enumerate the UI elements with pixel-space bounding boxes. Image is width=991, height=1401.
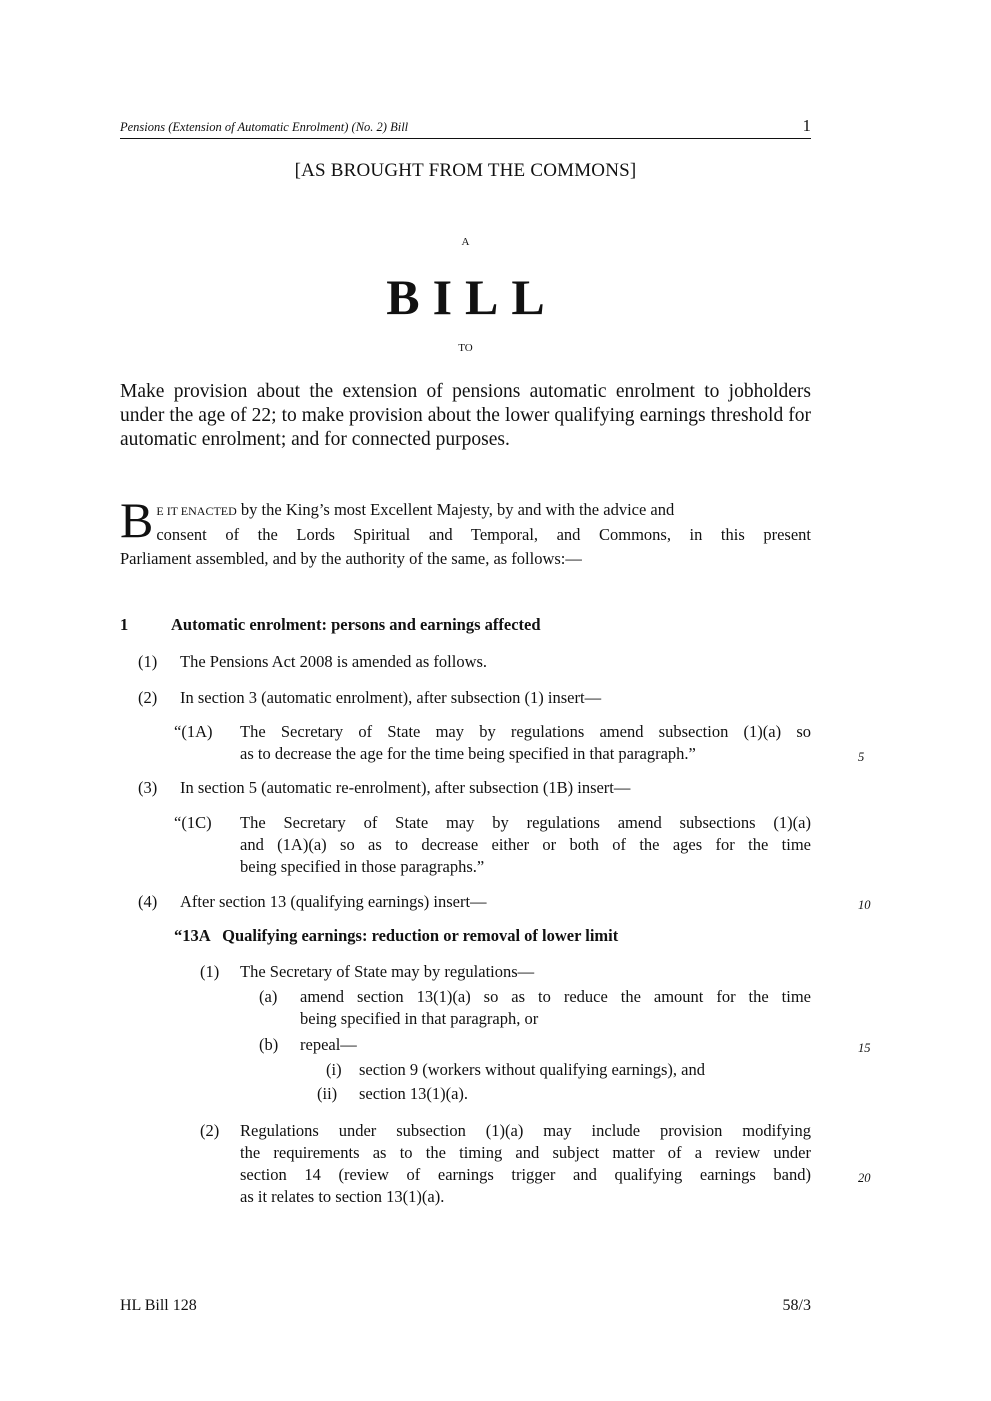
paragraph-text: [300, 986, 811, 1030]
text-line: being specified in those paragraphs.”: [240, 857, 485, 876]
inserted-subsection-text: [240, 812, 811, 878]
subparagraph-text: section 13(1)(a).: [359, 1084, 469, 1103]
text-line: section 14 (review of earnings trigger and qualifying earnings band): [240, 1165, 811, 1184]
text-line: the requirements as to the timing and subject matter of a review under: [240, 1143, 811, 1162]
page-number: 1: [802, 116, 811, 135]
subsection-label: (3): [138, 778, 158, 797]
bill-article: A: [461, 236, 470, 248]
subparagraph-label: (i): [326, 1060, 342, 1079]
enacting-formula: [120, 492, 811, 571]
text-line: being specified in that paragraph, or: [300, 1009, 539, 1028]
line-number: 10: [858, 898, 871, 912]
subparagraph-label: (ii): [317, 1084, 338, 1103]
subsection-text: The Pensions Act 2008 is amended as follows.: [180, 652, 488, 671]
subsection-label: (1): [200, 962, 220, 981]
subsection-label: (4): [138, 892, 158, 911]
running-header: [120, 118, 811, 139]
enacting-line3: Parliament assembled, and by the authority of the same, as follows:—: [120, 549, 582, 568]
subsection-label: (2): [200, 1121, 220, 1140]
text-line: Regulations under subsection (1)(a) may include provision modifying: [240, 1121, 811, 1140]
subsection-label: (2): [138, 688, 158, 707]
running-title: Pensions (Extension of Automatic Enrolment) (No. 2) Bill: [120, 120, 409, 134]
text-line: The Secretary of State may by regulations amend subsection (1)(a) so: [240, 722, 811, 741]
subsection-text: In section 5 (automatic re-enrolment), after subsection (1B) insert—: [180, 778, 631, 797]
subsection-text: The Secretary of State may by regulations—: [240, 962, 535, 981]
enacting-small-caps: E IT ENACTED: [156, 504, 237, 518]
paragraph-label: (b): [259, 1035, 279, 1054]
paragraph-text: repeal—: [300, 1035, 357, 1054]
text-line: as it relates to section 13(1)(a).: [240, 1187, 445, 1206]
subsection-text: In section 3 (automatic enrolment), after subsection (1) insert—: [180, 688, 602, 707]
text-line: and (1A)(a) so as to decrease either or both of the ages for the time: [240, 835, 811, 854]
inserted-subsection-text: [240, 721, 811, 765]
status-line: [AS BROUGHT FROM THE COMMONS]: [294, 160, 637, 181]
inserted-section-heading: “13A Qualifying earnings: reduction or removal of lower limit: [174, 926, 619, 945]
inserted-subsection-label: “(1A): [174, 722, 213, 741]
line-number: 15: [858, 1041, 871, 1055]
text-line: as to decrease the age for the time being specified in that paragraph.”: [240, 744, 696, 763]
line-number: 20: [858, 1171, 871, 1185]
enacting-line2: consent of the Lords Spiritual and Temporal, and Commons, in this present: [156, 525, 811, 544]
clause-heading: Automatic enrolment: persons and earnings affected: [171, 615, 541, 634]
footer-bill-reference: HL Bill 128: [120, 1297, 197, 1314]
footer-print-reference: 58/3: [782, 1297, 811, 1314]
subsection-label: (1): [138, 652, 158, 671]
line-number: 5: [858, 750, 865, 764]
text-line: amend section 13(1)(a) so as to reduce the amount for the time: [300, 987, 811, 1006]
text-line: The Secretary of State may by regulations amend subsections (1)(a): [240, 813, 811, 832]
paragraph-label: (a): [259, 987, 278, 1006]
subparagraph-text: section 9 (workers without qualifying earnings), and: [359, 1060, 705, 1079]
bill-title: BILL: [386, 269, 558, 325]
subsection-text: [240, 1120, 811, 1208]
bill-to: TO: [458, 342, 473, 354]
long-title: Make provision about the extension of pensions automatic enrolment to jobholders under the age of 22; to make provision about the lower qualifying earnings threshold for automatic enrolment; and for connected purposes.: [120, 381, 811, 450]
inserted-subsection-label: “(1C): [174, 813, 212, 832]
clause-number: 1: [120, 615, 129, 634]
drop-cap: B: [120, 492, 154, 548]
enacting-line1: by the King’s most Excellent Majesty, by and with the advice and: [236, 500, 675, 519]
subsection-text: After section 13 (qualifying earnings) insert—: [180, 892, 487, 911]
